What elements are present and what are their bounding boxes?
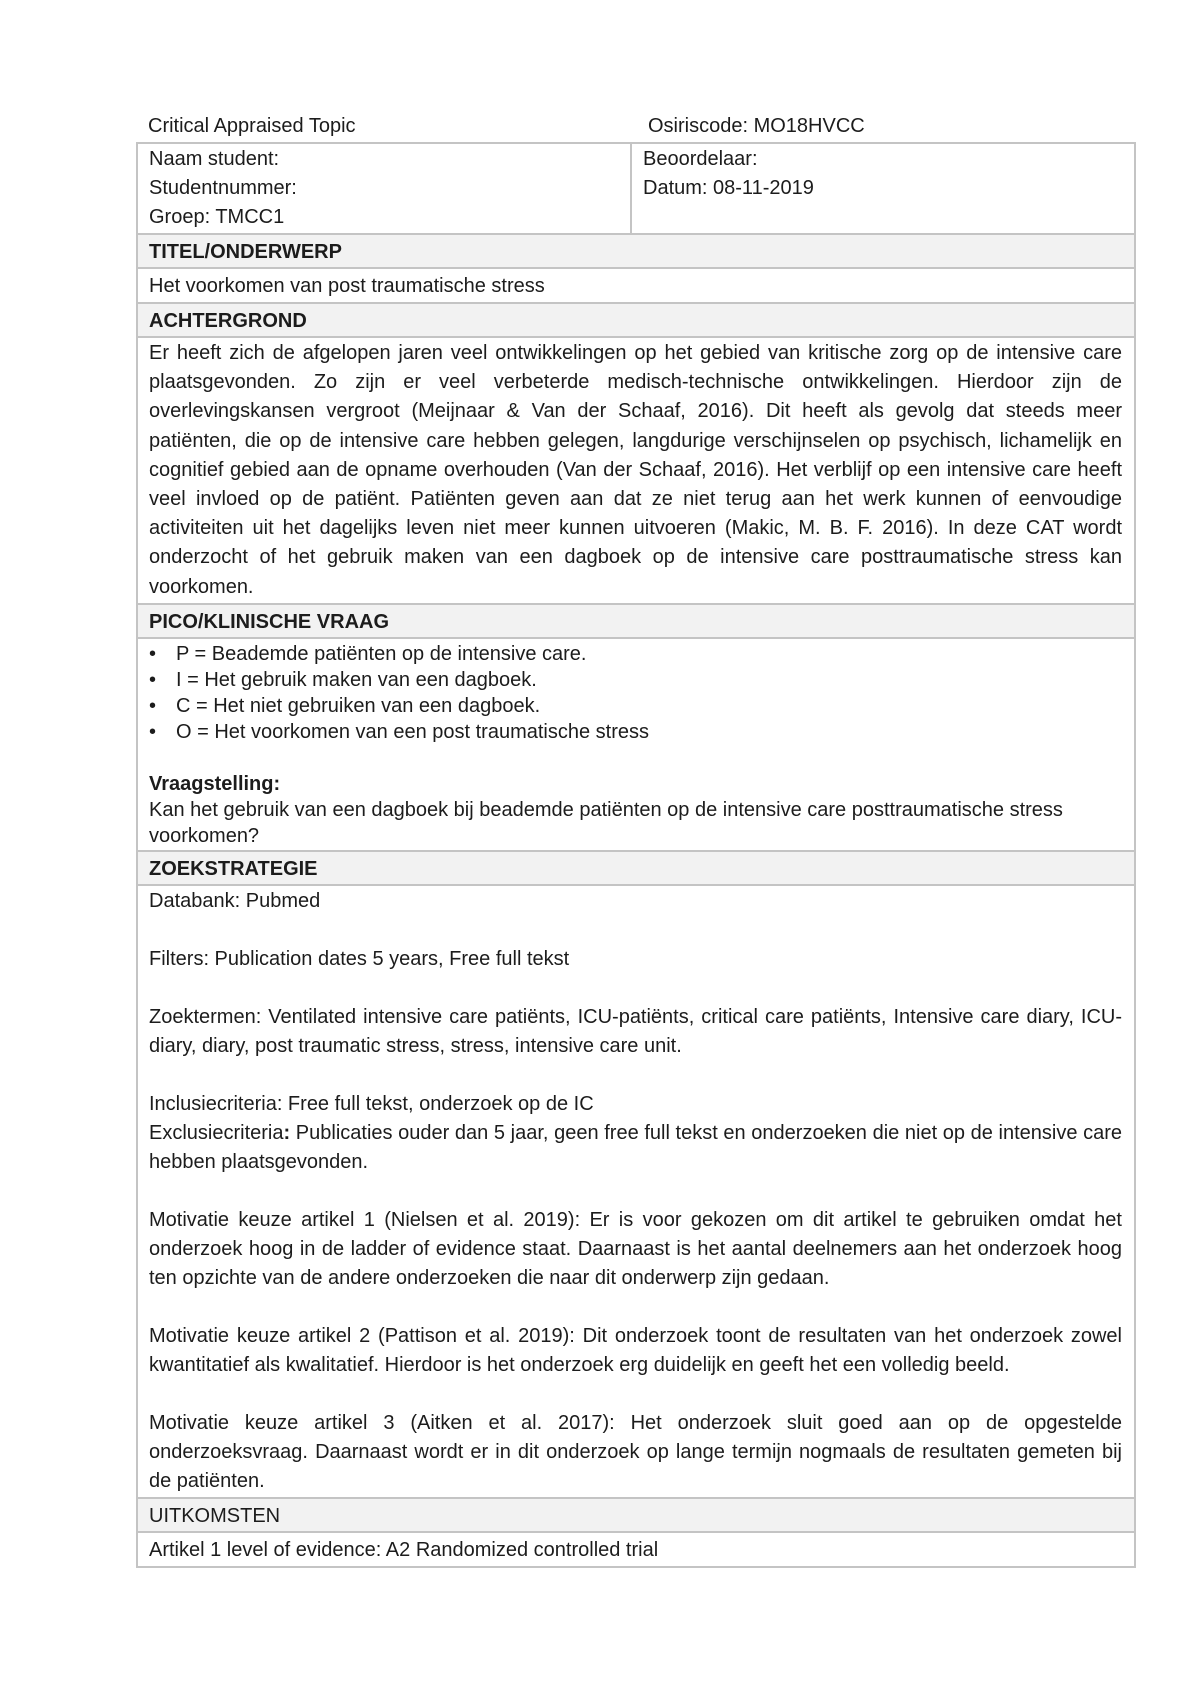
zoekstrategie-cell [137, 885, 1135, 1498]
titel-text: Het voorkomen van post traumatische stress [137, 268, 1135, 303]
inclusiecriteria: Inclusiecriteria: Free full tekst, onderzoek op de IC [149, 1092, 594, 1115]
osiriscode: Osiriscode: MO18HVCC [648, 115, 865, 137]
section-heading-titel: TITEL/ONDERWERP [137, 234, 1135, 268]
motivatie-artikel-1: Motivatie keuze artikel 1 (Nielsen et al. 2019): Er is voor gekozen om dit artikel te gebruiken omdat het onderzoek hoog in de ladder of evidence staat. Daarnaast is het aantal deelnemers aan het onderzoek hoog ten opzichte van de andere onderzoeken die naar dit onderwerp zijn gedaan. [149, 1208, 1122, 1289]
section-heading-achtergrond: ACHTERGROND [137, 303, 1135, 337]
section-heading-pico: PICO/KLINISCHE VRAAG [137, 604, 1135, 638]
vraagstelling-text: Kan het gebruik van een dagboek bij beademde patiënten op de intensive care posttraumatische stress voorkomen? [149, 798, 1063, 847]
motivatie-artikel-2: Motivatie keuze artikel 2 (Pattison et al. 2019): Dit onderzoek toont de resultaten van het onderzoek zowel kwantitatief als kwalitatief. Hierdoor is het onderzoek erg duidelijk en geeft het een volledig beeld. [149, 1324, 1122, 1376]
exclusiecriteria [149, 1119, 1122, 1177]
document-page [136, 112, 1134, 1568]
section-heading-zoekstrategie: ZOEKSTRATEGIE [137, 851, 1135, 885]
pico-list [149, 641, 1122, 745]
document-title: Critical Appraised Topic [148, 115, 356, 137]
pico-item-p: • P = Beademde patiënten op de intensive care. [149, 641, 1122, 667]
pico-cell [137, 638, 1135, 851]
motivatie-artikel-3: Motivatie keuze artikel 3 (Aitken et al. 2017): Het onderzoek sluit goed aan op de opgestelde onderzoeksvraag. Daarnaast wordt er in dit onderzoek op lange termijn nogmaals de resultaten gemeten bij de patiënten. [149, 1411, 1122, 1492]
vraagstelling-label: Vraagstelling: [149, 772, 281, 795]
cat-table [136, 142, 1136, 1568]
student-info-cell [137, 143, 631, 234]
databank: Databank: Pubmed [149, 889, 321, 912]
groep: Groep: TMCC1 [149, 206, 285, 228]
exclusie-text: Publicaties ouder dan 5 jaar, geen free full tekst en onderzoeken die niet op de intensive care hebben plaatsgevonden. [149, 1121, 1122, 1173]
filters: Filters: Publication dates 5 years, Free full tekst [149, 947, 570, 970]
achtergrond-text: Er heeft zich de afgelopen jaren veel ontwikkelingen op het gebied van kritische zorg op de intensive care plaatsgevonden. Zo zijn er veel verbeterde medisch-technische ontwikkelingen. Hierdoor zijn de overlevingskansen vergroot (Meijnaar & Van der Schaaf, 2016). Dit heeft als gevolg dat steeds meer patiënten, die op de intensive care hebben gelegen, langdurige verschijnselen op psychisch, lichamelijk en cognitief gebied aan de opname overhouden (Van der Schaaf, 2016). Het verblijf op een intensive care heeft veel invloed op de patiënt. Patiënten geven aan dat ze niet terug aan het werk kunnen of eenvoudige activiteiten uit het dagelijks leven niet meer kunnen uitvoeren (Makic, M. B. F. 2016). In deze CAT wordt onderzocht of het gebruik maken van een dagboek op de intensive care posttraumatische stress kan voorkomen. [137, 337, 1135, 604]
datum: Datum: 08-11-2019 [643, 177, 814, 199]
pico-item-i: • I = Het gebruik maken van een dagboek. [149, 667, 1122, 693]
exclusie-label: Exclusiecriteria [149, 1121, 284, 1144]
pico-item-o: • O = Het voorkomen van een post traumatische stress [149, 719, 1122, 745]
exclusie-colon: : [283, 1121, 291, 1144]
info-row [137, 143, 1135, 234]
beoordelaar: Beoordelaar: [643, 148, 758, 170]
naam-student: Naam student: [149, 148, 280, 170]
studentnummer: Studentnummer: [149, 177, 297, 199]
uitkomsten-artikel-1: Artikel 1 level of evidence: A2 Randomized controlled trial [137, 1532, 1135, 1567]
document-header [136, 112, 1134, 142]
section-heading-uitkomsten: UITKOMSTEN [137, 1498, 1135, 1532]
pico-item-c: • C = Het niet gebruiken van een dagboek. [149, 693, 1122, 719]
zoektermen: Zoektermen: Ventilated intensive care patiënts, ICU-patiënts, critical care patiënts, Intensive care diary, ICU-diary, diary, post traumatic stress, stress, intensive care unit. [149, 1005, 1122, 1057]
assessor-info-cell [631, 143, 1135, 234]
